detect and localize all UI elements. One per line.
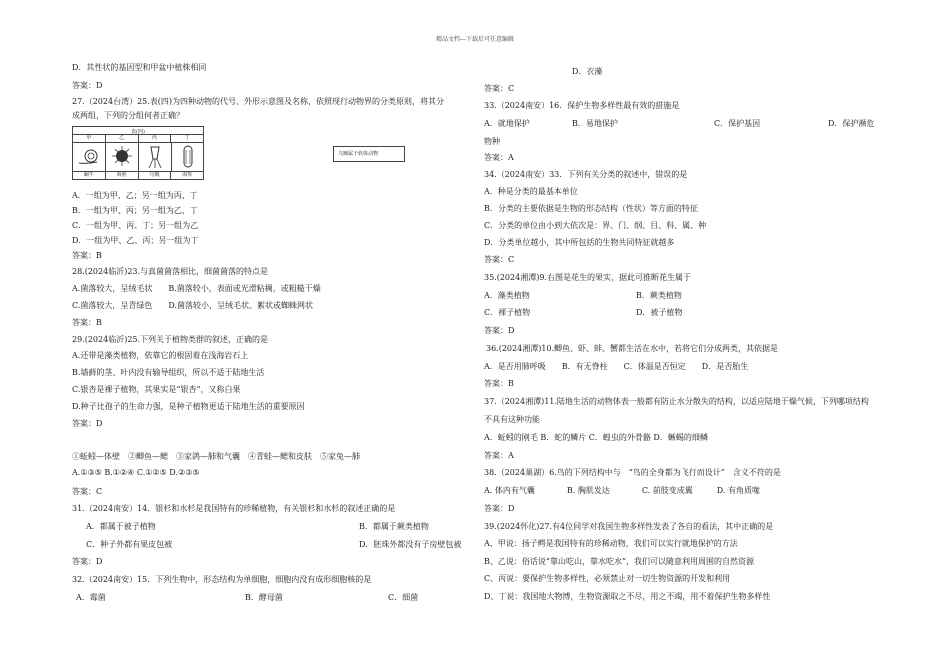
option: C．细菌	[388, 593, 419, 602]
question-36: 36.(2024湘潭)10.鲫鱼、虾、蚌、蟹都生活在水中，若将它们分成两类，其依据是	[486, 344, 779, 353]
answer: 答案：C	[484, 84, 515, 93]
text-line: D．其性状的基因型和甲盆中植株相同	[72, 63, 207, 72]
squid-illustration	[139, 142, 172, 171]
option: C．分类的单位由小到大依次是：界、门、纲、目、科、属、种	[484, 221, 707, 230]
question-28: 28.(2024临沂)23.与真菌菌落相比，细菌菌落的特点是	[72, 267, 269, 276]
table-cell: 甲	[73, 135, 106, 142]
question-34: 34.（2024南安）33．下列有关分类的叙述中，错误的是	[484, 170, 688, 179]
text-line: 成两组，下列的分组何者正确？	[72, 111, 184, 120]
sea-cucumber-illustration	[172, 142, 204, 171]
option: A.菌落较大，呈绒毛状 B.菌落较小，表面或光滑粘稠，或粗糙干燥	[72, 284, 321, 293]
question-32: 32.（2024南安）15．下列生物中，形态结构为单细胞，细胞内没有成形细胞核的是	[72, 575, 372, 584]
table-caption: 表(四)	[131, 129, 145, 135]
option: A、甲说：扬子鳄是我国特有的珍稀动物，我们可以实行就地保护的方法	[484, 539, 738, 548]
option: D．分类单位越小，其中所包括的生物共同特征就越多	[484, 238, 675, 247]
option: A．就地保护	[484, 119, 530, 128]
option: A. 体内有气囊 B. 胸肌发达 C. 前肢变成翼 D. 有角质喙	[484, 486, 760, 495]
table-cell: 乌贼	[139, 172, 172, 179]
option: B．一组为甲、丙；另一组为乙、丁	[72, 206, 198, 215]
option: A．一组为甲、乙；另一组为丙、丁	[72, 191, 198, 200]
answer: 答案：D	[72, 419, 103, 428]
option: C.菌落较大，呈青绿色 D.菌落较小，呈绒毛状、絮状或蜘蛛网状	[72, 301, 314, 310]
question-27: 27.（2024台湾）25.表(四)为四种动物的代号、外形示意图及名称，依照现行动物界的分类原则，将其分	[72, 97, 445, 106]
option: C．裸子植物	[484, 308, 531, 317]
table-cell: 海参	[182, 172, 193, 178]
option: B．分类的主要依据是生物的形态结构（性状）等方面的特征	[484, 204, 698, 213]
answer: 答案：B	[72, 318, 102, 327]
option: A．都属于被子植物	[86, 522, 156, 531]
answer: 答案：A	[484, 451, 514, 460]
table-cell: 乙	[106, 135, 139, 142]
question-39: 39.(2024怀化)27.有4位同学对我国生物多样性发表了各自的看法，其中正确的是	[484, 522, 774, 531]
answer: 答案：D	[484, 504, 515, 513]
question-35: 35.(2024湘潭)9.右图是花生的果实，据此可推断花生属于	[484, 273, 691, 282]
option: B．酵母菌	[245, 593, 283, 602]
table-cell: 海胆	[106, 172, 139, 179]
answer: 答案：D	[72, 557, 103, 566]
answer: 答案：B	[72, 251, 102, 260]
option: C．保护基因	[714, 119, 761, 128]
option: D．衣藻	[572, 67, 603, 76]
option: B．易地保护	[572, 119, 618, 128]
answer: 答案：B	[484, 379, 514, 388]
sea-urchin-illustration	[106, 142, 139, 171]
option: C．种子外都有果皮包被	[86, 540, 173, 549]
table-legend: 乌贼属于软体动物	[333, 146, 405, 162]
option: A．是否用肺呼吸 B．有无脊柱 C．体温是否恒定 D．是否胎生	[484, 362, 749, 371]
option: D．一组为甲、乙、丙；另一组为丁	[72, 236, 199, 245]
option: C、丙说：要保护生物多样性，必须禁止对一切生物资源的开发和利用	[484, 574, 731, 583]
option: A．藻类植物	[484, 291, 530, 300]
table-cell: 蜗牛	[73, 172, 106, 179]
option: A．蚯蚓的刚毛 B．蛇的鳞片 C．蝗虫的外骨骼 D．蜥蜴的细鳞	[484, 433, 708, 442]
option: D．胚珠外都没有子房壁包被	[359, 540, 462, 549]
table-cell: 丙	[139, 135, 172, 142]
option: A．霉菌	[76, 593, 106, 602]
question-33: 33.（2024南安）16．保护生物多样性最有效的措施是	[484, 101, 680, 110]
animal-table	[72, 126, 204, 180]
table-cell: 丁	[184, 135, 190, 141]
answer: 答案：C	[72, 487, 103, 496]
answer: 答案：D	[72, 81, 103, 90]
option: A.①③⑤ B.①②④ C.①②⑤ D.②③⑤	[72, 468, 200, 477]
option: A.还带是藻类植物，依靠它的根固着在浅海岩石上	[72, 351, 249, 360]
option: A．种是分类的最基本单位	[484, 187, 578, 196]
option: B、乙说：俗话说“靠山吃山，靠水吃水”，我们可以随意利用周围的自然资源	[484, 557, 755, 566]
table-name-row	[73, 171, 203, 179]
option: B.墙藓的茎、叶内没有输导组织，所以不适于陆地生活	[72, 368, 265, 377]
question-31: 31.（2024南安）14．银杉和水杉是我国特有的珍稀植物，有关银杉和水杉的叙述正确的是	[72, 504, 396, 513]
answer: 答案：D	[484, 326, 515, 335]
question-29: 29.(2024临沂)25.下列关于植物类群的叙述，正确的是	[72, 335, 269, 344]
answer: 答案：C	[484, 255, 515, 264]
text-line: 不具有这种功能	[484, 415, 540, 424]
snail-illustration	[73, 142, 106, 171]
option: D、丁说：我国地大物博，生物资源取之不尽，用之不竭，用不着保护生物多样性	[484, 592, 771, 601]
text-line: 物种	[484, 137, 500, 146]
option: B．蕨类植物	[636, 291, 682, 300]
option: C．一组为甲、丙、丁；另一组为乙	[72, 221, 199, 230]
text-line: ①蚯蚓—体壁 ②鲫鱼—鳃 ③家鸽—肺和气囊 ④青蛙—鳃和皮肤 ⑤家兔—肺	[72, 452, 360, 461]
option: D．被子植物	[636, 308, 683, 317]
question-37: 37.（2024湘潭)11.陆地生活的动物体表一般都有防止水分散失的结构，以适应陆地干燥气候，下列哪项结构	[484, 397, 869, 406]
option: D.种子比孢子的生命力强，是种子植物更适于陆地生活的重要原因	[72, 402, 305, 411]
option: B．都属于蕨类植物	[359, 522, 429, 531]
answer: 答案：A	[484, 153, 514, 162]
question-38: 38.（2024巢湖）6.鸟的下列结构中与 “鸟的全身都为飞行而设计” 含义不符的是	[484, 468, 781, 477]
table-image-row	[73, 142, 203, 171]
option: C.银杏是裸子植物，其果实是“银杏”，又称白果	[72, 385, 241, 394]
page-header: 精品文档---下载后可任意编辑	[435, 36, 515, 43]
option: D．保护濒危	[828, 119, 875, 128]
